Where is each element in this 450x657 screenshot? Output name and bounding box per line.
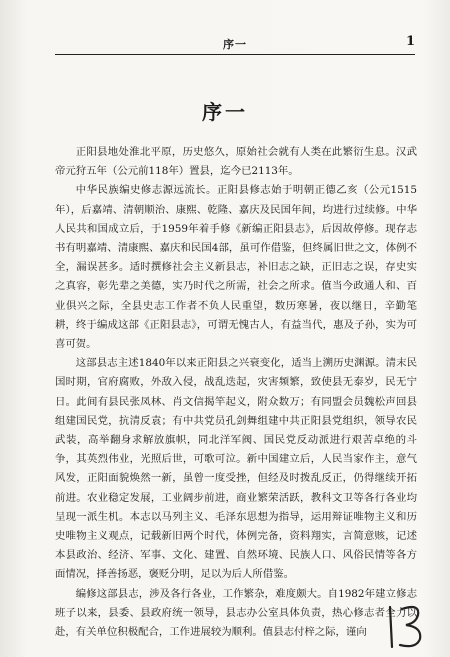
running-title: 序一 <box>223 38 247 51</box>
handwritten-mark-drawing <box>378 601 438 651</box>
chapter-title: 序一 <box>202 100 248 124</box>
paragraph: 编修这部县志，涉及各行各业，工作繁杂，难度颇大。自1982年建立修志班子以来，县委、县政府统一领导，县志办公室具体负责，热心修志者全力以赴，有关单位积极配合，工作进展较为顺利。值县志付梓之际，谨向 <box>55 587 417 639</box>
paragraph: 中华民族编史修志源远流长。正阳县修志始于明朝正德乙亥（公元1515年），后嘉靖、清朝顺治、康熙、乾隆、嘉庆及民国年间，均进行过续修。中华人民共和国成立后，于1959年着手修《新编正阳县志》，后因故停修。现存志书有明嘉靖、清康熙、嘉庆和民国4部，虽可作借鉴，但终属旧世之文，体例不全，漏误甚多。适时撰修社会主义新县志，补旧志之缺，正旧志之误，存史实之真容，彰先辈之美德，实乃时代之所需，社会之所求。值当今政通人和、百业俱兴之际，全县史志工作者不负人民重望，数历寒暑，夜以继日，辛勤笔耕，终于编成这部《正阳县志》，可谓无愧古人，有益当代，惠及子孙，实为可喜可贺。 <box>55 184 417 351</box>
body-text <box>55 143 417 642</box>
running-header <box>55 34 415 55</box>
page-number: 1 <box>405 34 415 49</box>
paragraph: 正阳县地处淮北平原，历史悠久，原始社会就有人类在此繁衍生息。汉武帝元狩五年（公元前118年）置县，迄今已2113年。 <box>55 146 417 178</box>
paragraph: 这部县志主述1840年以来正阳县之兴衰变化，适当上溯历史渊源。清末民国时期，官府腐败，外敌入侵，战乱迭起，灾害频繁，致使县无泰岁，民无宁日。此间有县民张凤林、肖文信揭竿起义，附众数万；有同盟会员魏松声回县组建国民党，抗清反袁；有中共党员孔剑舞组建中共正阳县党组织，领导农民武装，高举翻身求解放旗帜，同北洋军阀、国民党反动派进行艰苦卓绝的斗争，其英烈伟业，光照后世，可歌可泣。新中国建立后，人民当家作主，意气风发，正阳面貌焕然一新，虽曾一度受挫，但经及时拨乱反正，仍得继续开拓前进。农业稳定发展，工业阔步前进，商业繁荣活跃，教科文卫等各行各业均呈现一派生机。本志以马列主义、毛泽东思想为指导，运用辩证唯物主义和历史唯物主义观点，记载新旧两个时代，体例完备，资料翔实，言简意赅，记述本县政治、经济、军事、文化、建置、自然环境、民族人口、风俗民情等各方面情况，择善扬恶，褒贬分明，足以为后人所借鉴。 <box>55 357 417 581</box>
handwritten-page-mark <box>378 601 438 651</box>
